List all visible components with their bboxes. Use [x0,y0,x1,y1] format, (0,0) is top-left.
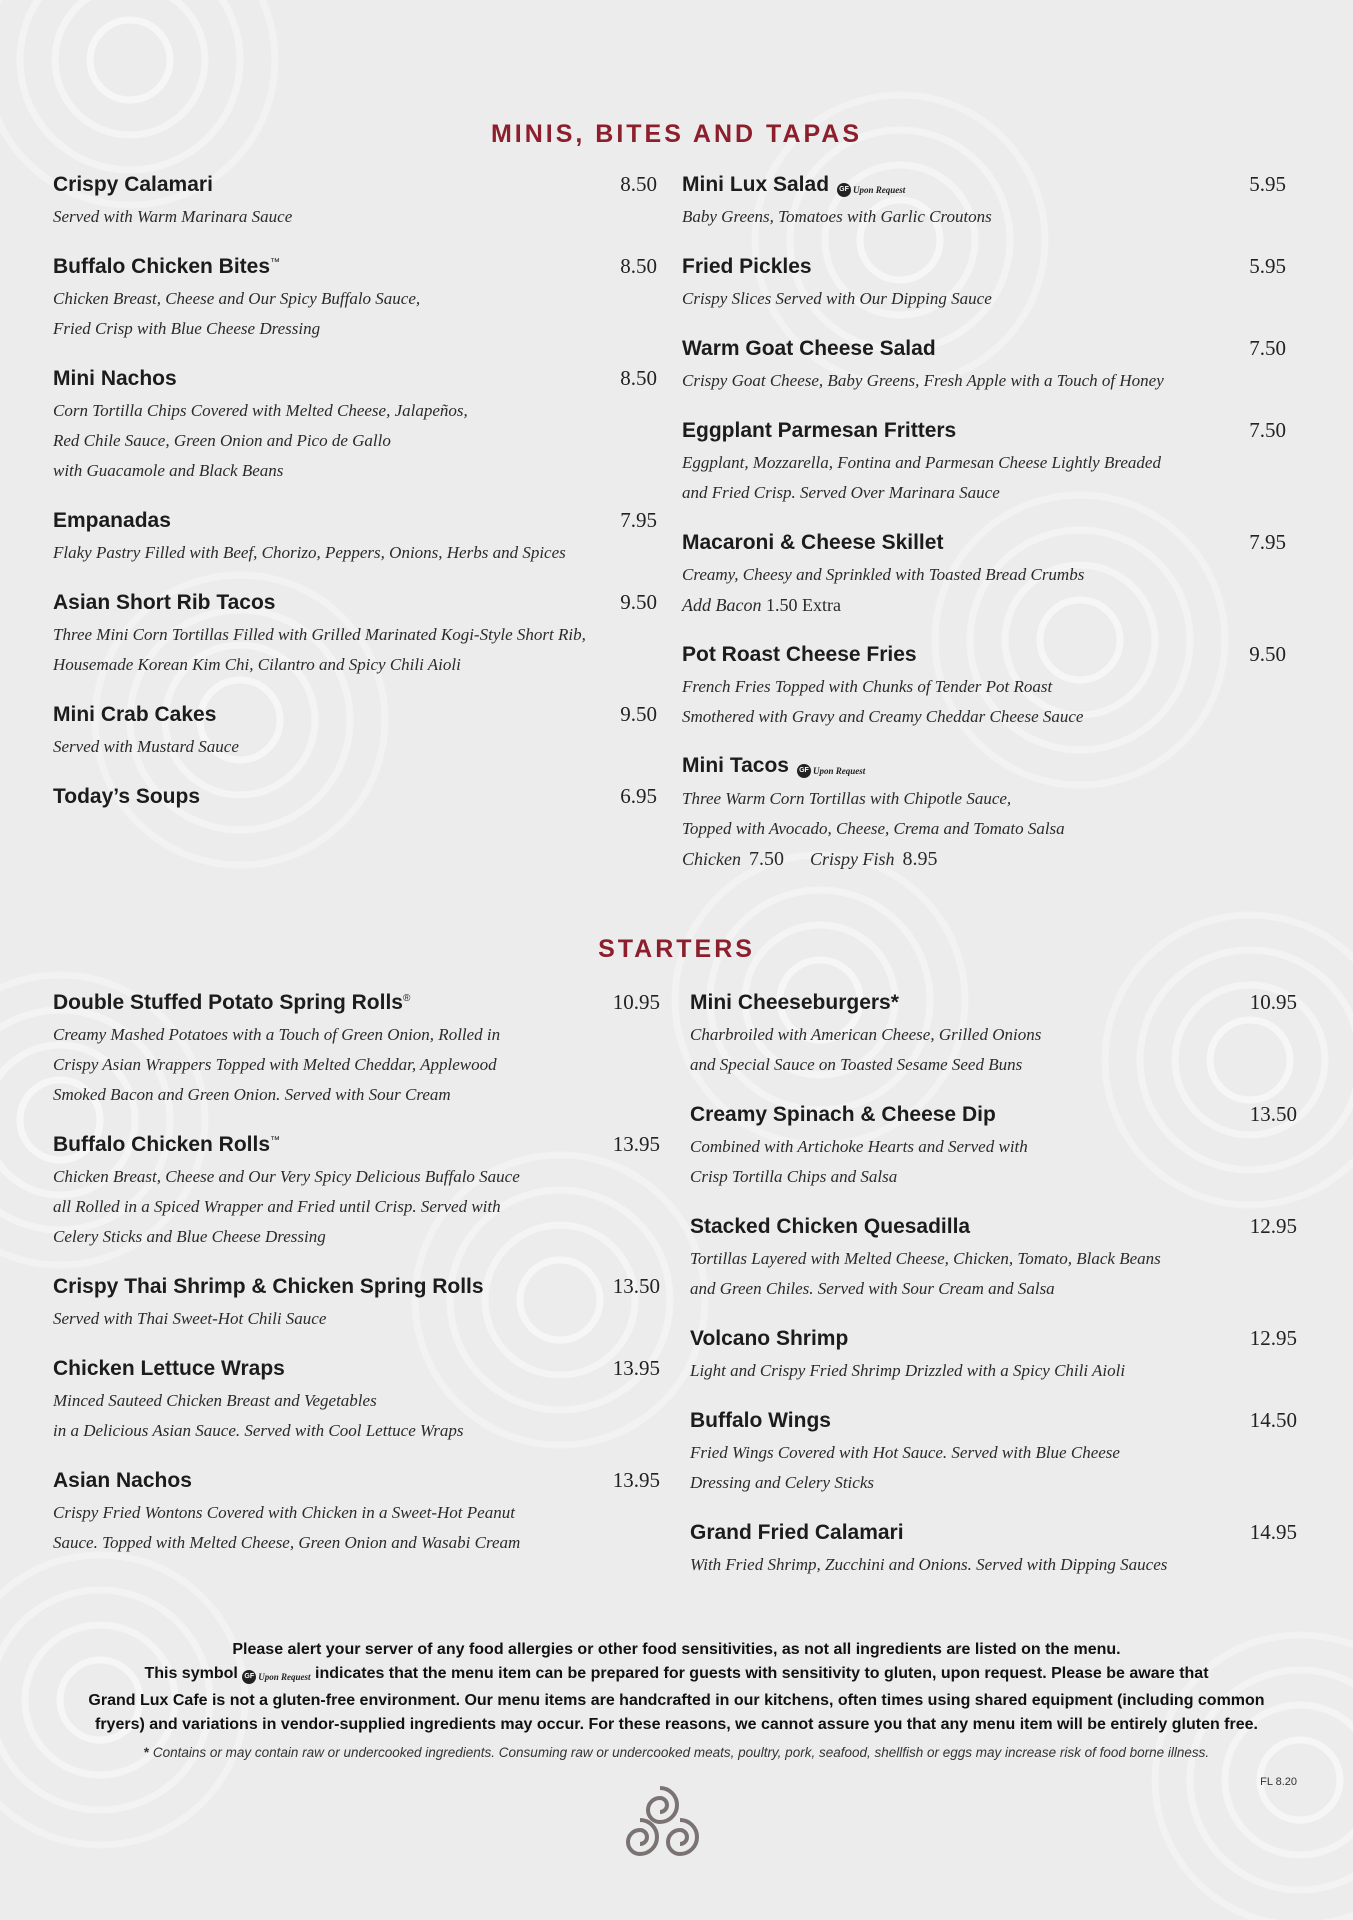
menu-item-description [682,284,1286,314]
menu-item-name [53,255,280,279]
menu-item [690,990,1297,1080]
menu-item-price: 10.95 [1249,990,1297,1014]
menu-item-name [53,591,275,615]
menu-item-name [690,1521,904,1545]
menu-item [682,418,1286,508]
menu-item [690,1408,1297,1498]
menu-item-header [53,1356,660,1386]
description-line: Sauce. Topped with Melted Cheese, Green Onion and Wasabi Cream [53,1533,521,1552]
description-line: With Fried Shrimp, Zucchini and Onions. Served with Dipping Sauces [690,1555,1168,1574]
menu-item-description [53,202,657,232]
menu-item [53,1274,660,1334]
menu-item [682,530,1286,620]
menu-item-name [53,173,213,197]
menu-item-price: 7.50 [1249,418,1286,442]
menu-item-price: 9.50 [620,590,657,614]
menu-item [682,754,1286,874]
gluten-free-icon: GF [242,1670,256,1684]
description-line: Chicken Breast, Cheese and Our Spicy Buffalo Sauce, [53,289,421,308]
menu-item-price: 14.95 [1249,1520,1297,1544]
item-name-text: Creamy Spinach & Cheese Dip [690,1103,996,1126]
gluten-free-icon: GF [797,764,811,778]
menu-item [53,702,657,762]
menu-item-description [53,1162,660,1252]
menu-item [53,1132,660,1252]
menu-item-header [682,254,1286,284]
item-name-text: Mini Tacos [682,754,789,777]
menu-item-price: 9.50 [620,702,657,726]
item-name-text: Eggplant Parmesan Fritters [682,419,957,442]
description-line: Crispy Fried Wontons Covered with Chicken in a Sweet-Hot Peanut [53,1503,515,1522]
description-line: Crispy Slices Served with Our Dipping Sauce [682,289,992,308]
description-line: Smothered with Gravy and Creamy Cheddar Cheese Sauce [682,707,1084,726]
menu-item-header [53,508,657,538]
menu-item-description [690,1244,1297,1304]
allergy-line-4: fryers) and variations in vendor-supplied ingredients may occur. For these reasons, we cannot assure you that any menu item will be entirely gluten free. [95,1716,1258,1733]
menu-item [53,1468,660,1558]
description-line: Chicken Breast, Cheese and Our Very Spicy Delicious Buffalo Sauce [53,1167,520,1186]
allergy-line-3: Grand Lux Cafe is not a gluten-free environment. Our menu items are handcrafted in our kitchens, often times using shared equipment (including common [88,1692,1265,1709]
menu-item-header [690,1326,1297,1356]
gf-upon-request-label: Upon Request [258,1672,311,1682]
menu-item-price: 13.95 [612,1132,660,1156]
menu-item-name [53,785,200,809]
menu-item-name [682,419,956,443]
item-name-text: Crispy Calamari [53,173,213,196]
item-name-text: Buffalo Chicken Rolls™ [53,1133,281,1156]
menu-item-description [682,784,1286,844]
item-name-text: Buffalo Chicken Bites™ [53,255,281,278]
menu-item-header [682,418,1286,448]
menu-item-price: 9.50 [1249,642,1286,666]
menu-item-header [53,590,657,620]
item-name-text: Fried Pickles [682,255,812,278]
menu-item-header [53,172,657,202]
menu-item-description [690,1550,1297,1580]
description-line: Red Chile Sauce, Green Onion and Pico de Gallo [53,431,391,450]
menu-item-name [682,255,812,279]
menu-item-description [53,1386,660,1446]
description-line: Crispy Goat Cheese, Baby Greens, Fresh Apple with a Touch of Honey [682,371,1164,390]
description-line: and Fried Crisp. Served Over Marinara Sauce [682,483,1000,502]
menu-item [53,1356,660,1446]
menu-item-header [682,642,1286,672]
menu-item-header [53,366,657,396]
description-line: Charbroiled with American Cheese, Grilled Onions [690,1025,1042,1044]
menu-item-price: 8.50 [620,172,657,196]
menu-item-header [690,1520,1297,1550]
menu-item-description [53,1304,660,1334]
menu-item-header [682,172,1286,202]
menu-item-description [53,396,657,486]
menu-item-description [690,1132,1297,1192]
triskelion-logo-icon [618,1782,702,1858]
menu-item-price: 8.50 [620,366,657,390]
item-name-text: Double Stuffed Potato Spring Rolls® [53,991,411,1014]
gluten-free-icon: GF [837,183,851,197]
menu-item-header [690,1102,1297,1132]
description-line: and Special Sauce on Toasted Sesame Seed Buns [690,1055,1023,1074]
menu-item-name [682,643,917,667]
description-line: Topped with Avocado, Cheese, Crema and Tomato Salsa [682,819,1065,838]
menu-item-name [53,1469,192,1493]
menu-item [53,990,660,1110]
menu-item-header [53,990,660,1020]
item-name-text: Mini Nachos [53,367,177,390]
allergy-line-2 [40,1662,1313,1689]
description-line: Three Mini Corn Tortillas Filled with Grilled Marinated Kogi-Style Short Rib, [53,625,586,644]
menu-item-header [682,754,1286,784]
menu-item [682,172,1286,232]
add-on-price: 1.50 Extra [765,595,841,615]
menu-item-price: 13.50 [1249,1102,1297,1126]
description-line: Flaky Pastry Filled with Beef, Chorizo, Peppers, Onions, Herbs and Spices [53,543,566,562]
allergy-line-1: Please alert your server of any food allergies or other food sensitivities, as not all ingredients are listed on the menu. [232,1641,1121,1658]
description-line: Three Warm Corn Tortillas with Chipotle Sauce, [682,789,1012,808]
menu-item-name [682,337,936,361]
menu-item-description [682,448,1286,508]
item-name-text: Asian Short Rib Tacos [53,591,276,614]
menu-item-name [682,173,905,197]
description-line: Served with Mustard Sauce [53,737,239,756]
description-line: with Guacamole and Black Beans [53,461,284,480]
menu-item-price: 13.50 [612,1274,660,1298]
add-on-option [682,590,1286,620]
menu-item [53,508,657,568]
description-line: Corn Tortilla Chips Covered with Melted Cheese, Jalapeños, [53,401,468,420]
description-line: Dressing and Celery Sticks [690,1473,874,1492]
description-line: and Green Chiles. Served with Sour Cream and Salsa [690,1279,1055,1298]
menu-item-price: 6.95 [620,784,657,808]
raw-food-warning-text: Contains or may contain raw or undercooked ingredients. Consuming raw or undercooked meats, poultry, pork, seafood, shellfish or eggs may increase risk of food borne illness. [152,1745,1210,1760]
menu-item [682,336,1286,396]
menu-item-header [690,1214,1297,1244]
description-line: Fried Wings Covered with Hot Sauce. Served with Blue Cheese [690,1443,1120,1462]
menu-item [53,172,657,232]
description-line: Tortillas Layered with Melted Cheese, Chicken, Tomato, Black Beans [690,1249,1161,1268]
description-line: Minced Sauteed Chicken Breast and Vegetables [53,1391,377,1410]
item-name-text: Mini Crab Cakes [53,703,217,726]
item-name-text: Empanadas [53,509,171,532]
menu-item [53,784,657,814]
description-line: Crispy Asian Wrappers Topped with Melted Cheddar, Applewood [53,1055,497,1074]
description-line: Creamy Mashed Potatoes with a Touch of Green Onion, Rolled in [53,1025,501,1044]
menu-item-description [53,284,657,344]
description-line: French Fries Topped with Chunks of Tender Pot Roast [682,677,1053,696]
gf-upon-request-label: Upon Request [853,185,906,195]
description-line: in a Delicious Asian Sauce. Served with Cool Lettuce Wraps [53,1421,464,1440]
section-title-starters: STARTERS [598,935,755,963]
item-name-text: Today’s Soups [53,785,201,808]
trademark-mark: ® [403,993,411,1004]
menu-item-price: 12.95 [1249,1326,1297,1350]
menu-item-price: 10.95 [612,990,660,1014]
trademark-mark: ™ [270,1135,281,1146]
item-name-text: Stacked Chicken Quesadilla [690,1215,971,1238]
menu-item-name [53,991,410,1015]
option-price: 8.95 [902,848,938,870]
menu-item-description [53,620,657,680]
menu-item-price: 7.95 [620,508,657,532]
menu-item-name [690,991,899,1015]
description-line: Creamy, Cheesy and Sprinkled with Toasted Bread Crumbs [682,565,1085,584]
trademark-mark: ™ [270,257,281,268]
minis-right-column [682,172,1286,896]
option-label: Crispy Fish [809,849,895,869]
option-price: 7.50 [748,848,784,870]
allergy-notice [40,1638,1313,1760]
menu-item-description [682,560,1286,590]
menu-item-price: 5.95 [1249,254,1286,278]
item-name-text: Grand Fried Calamari [690,1521,904,1544]
menu-item-description [682,672,1286,732]
item-name-text: Pot Roast Cheese Fries [682,643,917,666]
menu-item [53,366,657,486]
menu-item-header [53,1274,660,1304]
gf-upon-request-badge [797,764,865,778]
description-line: Fried Crisp with Blue Cheese Dressing [53,319,321,338]
item-name-text: Chicken Lettuce Wraps [53,1357,285,1380]
description-line: Combined with Artichoke Hearts and Served with [690,1137,1028,1156]
item-name-text: Buffalo Wings [690,1409,831,1432]
item-name-text: Mini Cheeseburgers* [690,991,899,1014]
starters-left-column [53,990,660,1580]
menu-item [690,1520,1297,1580]
menu-item-description [53,1498,660,1558]
menu-item-price: 7.95 [1249,530,1286,554]
section-title-minis: MINIS, BITES AND TAPAS [490,120,863,148]
menu-item-header [682,336,1286,366]
menu-item-price: 13.95 [612,1468,660,1492]
menu-item-name [690,1409,831,1433]
menu-item-price: 8.50 [620,254,657,278]
description-line: Crisp Tortilla Chips and Salsa [690,1167,898,1186]
menu-code: FL 8.20 [1260,1776,1297,1788]
description-line: Baby Greens, Tomatoes with Garlic Croutons [682,207,992,226]
description-line: Served with Warm Marinara Sauce [53,207,293,226]
menu-item-header [53,1468,660,1498]
item-name-text: Mini Lux Salad [682,173,830,196]
menu-item-name [682,754,865,778]
gf-symbol [242,1665,310,1689]
menu-item-description [682,202,1286,232]
menu-item-header [682,530,1286,560]
menu-item [53,254,657,344]
menu-item-header [690,990,1297,1020]
menu-item-description [53,538,657,568]
option-label: Chicken [682,849,741,869]
menu-item-header [53,702,657,732]
item-name-text: Macaroni & Cheese Skillet [682,531,944,554]
add-on-label: Add Bacon [682,595,762,615]
menu-item-header [53,784,657,814]
menu-item-name [53,367,177,391]
item-name-text: Asian Nachos [53,1469,192,1492]
minis-left-column [53,172,657,836]
menu-item-name [682,531,943,555]
menu-item [682,642,1286,732]
menu-item-description [690,1438,1297,1498]
description-line: Served with Thai Sweet-Hot Chili Sauce [53,1309,327,1328]
menu-item-name [690,1327,848,1351]
menu-item-price: 7.50 [1249,336,1286,360]
menu-item-description [690,1020,1297,1080]
menu-item-description [690,1356,1297,1386]
menu-item-name [53,1275,484,1299]
menu-item-name [53,1133,280,1157]
menu-item [690,1326,1297,1386]
menu-item-name [53,509,171,533]
menu-item [690,1214,1297,1304]
description-line: Celery Sticks and Blue Cheese Dressing [53,1227,326,1246]
item-name-text: Warm Goat Cheese Salad [682,337,936,360]
item-name-text: Crispy Thai Shrimp & Chicken Spring Rolls [53,1275,484,1298]
symbol-explanation: indicates that the menu item can be prepared for guests with sensitivity to gluten, upon request. Please be aware that [315,1665,1209,1682]
description-line: all Rolled in a Spiced Wrapper and Fried until Crisp. Served with [53,1197,501,1216]
raw-food-warning [40,1745,1313,1760]
menu-item-description [53,732,657,762]
menu-item-header [53,254,657,284]
description-line: Eggplant, Mozzarella, Fontina and Parmesan Cheese Lightly Breaded [682,453,1161,472]
asterisk: * [143,1745,150,1760]
menu-item-description [53,1020,660,1110]
menu-item [53,590,657,680]
menu-item-name [53,703,216,727]
menu-item-name [690,1103,996,1127]
menu-item-name [53,1357,285,1381]
menu-item-name [690,1215,970,1239]
description-line: Smoked Bacon and Green Onion. Served with Sour Cream [53,1085,451,1104]
gf-upon-request-badge [837,183,905,197]
description-line: Light and Crispy Fried Shrimp Drizzled with a Spicy Chili Aioli [690,1361,1126,1380]
menu-item-price: 12.95 [1249,1214,1297,1238]
menu-item-price: 13.95 [612,1356,660,1380]
menu-item-price: 5.95 [1249,172,1286,196]
description-line: Housemade Korean Kim Chi, Cilantro and Spicy Chili Aioli [53,655,461,674]
symbol-intro: This symbol [144,1665,238,1682]
menu-item [690,1102,1297,1192]
gf-upon-request-label: Upon Request [812,766,866,776]
starters-right-column [690,990,1297,1602]
menu-item-header [53,1132,660,1162]
menu-item-description [682,366,1286,396]
item-name-text: Volcano Shrimp [690,1327,849,1350]
menu-item-price: 14.50 [1249,1408,1297,1432]
menu-item [682,254,1286,314]
menu-item-header [690,1408,1297,1438]
price-options [682,844,1286,874]
